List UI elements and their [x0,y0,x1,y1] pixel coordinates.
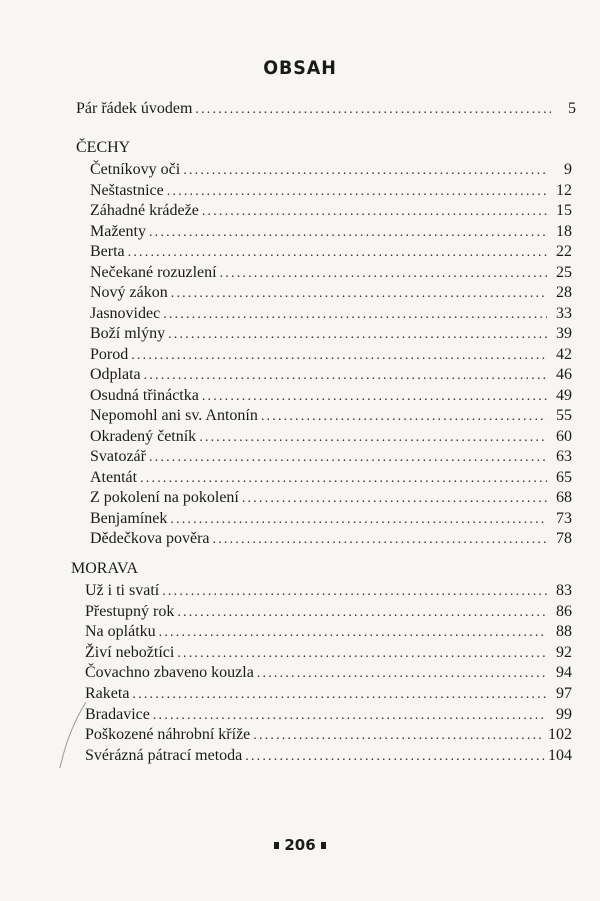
leader-dots [257,664,547,684]
leader-dots [140,469,547,489]
leader-dots [149,448,547,468]
leader-dots [167,182,547,202]
toc-entry-label: Na oplátku [85,623,156,640]
toc-entry [85,602,572,623]
toc-entry-page: 99 [556,706,572,723]
toc-entry-page: 78 [556,530,572,547]
toc-entry-page: 12 [556,182,572,199]
leader-dots [162,582,547,602]
leader-dots [131,346,547,366]
toc-entry-label: Přestupný rok [85,603,175,620]
page-footer [0,836,600,854]
toc-entry-page: 102 [548,726,572,743]
toc-entry-page: 63 [556,448,572,465]
toc-entry-page: 86 [556,603,572,620]
leader-dots [177,644,547,664]
leader-dots [199,428,547,448]
toc-entry-page: 18 [556,223,572,240]
leader-dots [202,202,547,222]
leader-dots [168,325,547,345]
footer-marker-right [321,842,326,849]
section-heading-cechy: ČECHY [76,139,131,156]
toc-entry-label: Osudná třináctka [90,387,199,404]
leader-dots [163,305,547,325]
leader-dots [220,264,547,284]
toc-entry-page: 22 [556,243,572,260]
leader-dots [149,223,547,243]
toc-entry-page: 104 [548,747,572,764]
leader-dots [132,685,547,705]
toc-entry-label: Porod [90,346,129,363]
leader-dots [170,510,547,530]
toc-entry-label: Záhadné krádeže [90,202,199,219]
toc-entry-label: Benjamínek [90,510,168,527]
toc-entry-label: Maženty [90,223,146,240]
toc-entry-label: Z pokolení na pokolení [90,489,239,506]
page-title: OBSAH [263,57,337,79]
leader-dots [159,623,547,643]
toc-entry-label: Svérázná pátrací metoda [85,747,243,764]
toc-entry [90,365,572,386]
leader-dots [144,366,547,386]
toc-entry-page: 33 [556,305,572,322]
page-number: 206 [284,836,316,854]
toc-entry-page: 42 [556,346,572,363]
toc-entry-label: Berta [90,243,125,260]
toc-entry-label: Boží mlýny [90,325,166,342]
toc-entry-page: 5 [568,100,576,117]
toc-entry-page: 28 [556,284,572,301]
section-heading-morava: MORAVA [71,560,138,577]
toc-entry [90,181,572,202]
toc-entry-label: Čovachno zbaveno kouzla [85,664,254,681]
footer-marker-left [274,842,279,849]
toc-entry [90,447,572,468]
toc-entry [90,509,572,530]
toc-entry [85,622,572,643]
toc-entry-label: Bradavice [85,706,150,723]
toc-entry [85,746,572,767]
toc-entry-page: 46 [556,366,572,383]
toc-entry-label: Nový zákon [90,284,168,301]
toc-entry-page: 39 [556,325,572,342]
toc-entry [90,406,572,427]
leader-dots [183,161,547,181]
toc-entry-page: 9 [564,161,572,178]
toc-entry [90,304,572,325]
toc-entry-intro [76,99,576,120]
leader-dots [261,407,547,427]
toc-entry-label: Dědečkova pověra [90,530,210,547]
toc-entry [90,529,572,550]
toc-entry [85,643,572,664]
toc-entry [90,488,572,509]
leader-dots [245,747,545,767]
leader-dots [202,387,547,407]
toc-entry [90,201,572,222]
toc-entry-label: Nepomohl ani sv. Antonín [90,407,258,424]
toc-entry-page: 92 [556,644,572,661]
toc-entry [90,324,572,345]
toc-entry [85,663,572,684]
toc-entry-page: 83 [556,582,572,599]
toc-entry-page: 15 [556,202,572,219]
toc-entry-label: Atentát [90,469,138,486]
toc-entry-label: Neštastnice [90,182,164,199]
toc-entry-label: Odplata [90,366,141,383]
toc-entry-page: 68 [556,489,572,506]
toc-entry [90,222,572,243]
toc-entry-page: 65 [556,469,572,486]
toc-entry-page: 94 [556,664,572,681]
toc-entry-page: 88 [556,623,572,640]
toc-entry-label: Pár řádek úvodem [76,100,193,117]
toc-entry [85,705,572,726]
toc-entry [90,283,572,304]
pen-stroke-mark [58,700,88,770]
toc-entry [90,263,572,284]
leader-dots [195,100,551,120]
toc-entry [90,160,572,181]
toc-entry [85,684,572,705]
toc-entry-page: 60 [556,428,572,445]
leader-dots [253,726,545,746]
toc-entry-label: Živí nebožtíci [85,644,175,661]
toc-entry [90,468,572,489]
toc-entry-label: Jasnovidec [90,305,161,322]
toc-entry-page: 97 [556,685,572,702]
toc-entry [90,386,572,407]
toc-entry-label: Nečekané rozuzlení [90,264,217,281]
toc-entry [90,345,572,366]
toc-entry-label: Už i ti svatí [85,582,160,599]
toc-entry-page: 55 [556,407,572,424]
toc-entry-label: Svatozář [90,448,146,465]
toc-entry-label: Okradený četník [90,428,197,445]
toc-entry-page: 49 [556,387,572,404]
toc-entry [85,581,572,602]
toc-entry-label: Poškozené náhrobní kříže [85,726,251,743]
toc-entry-label: Četníkovy oči [90,161,181,178]
leader-dots [171,284,547,304]
toc-entry-page: 73 [556,510,572,527]
toc-entry [85,725,572,746]
leader-dots [153,706,547,726]
leader-dots [128,243,547,263]
toc-entry [90,427,572,448]
leader-dots [177,603,547,623]
toc-entry-page: 25 [556,264,572,281]
toc-entry-label: Raketa [85,685,130,702]
leader-dots [242,489,547,509]
toc-entry [90,242,572,263]
leader-dots [213,530,548,550]
